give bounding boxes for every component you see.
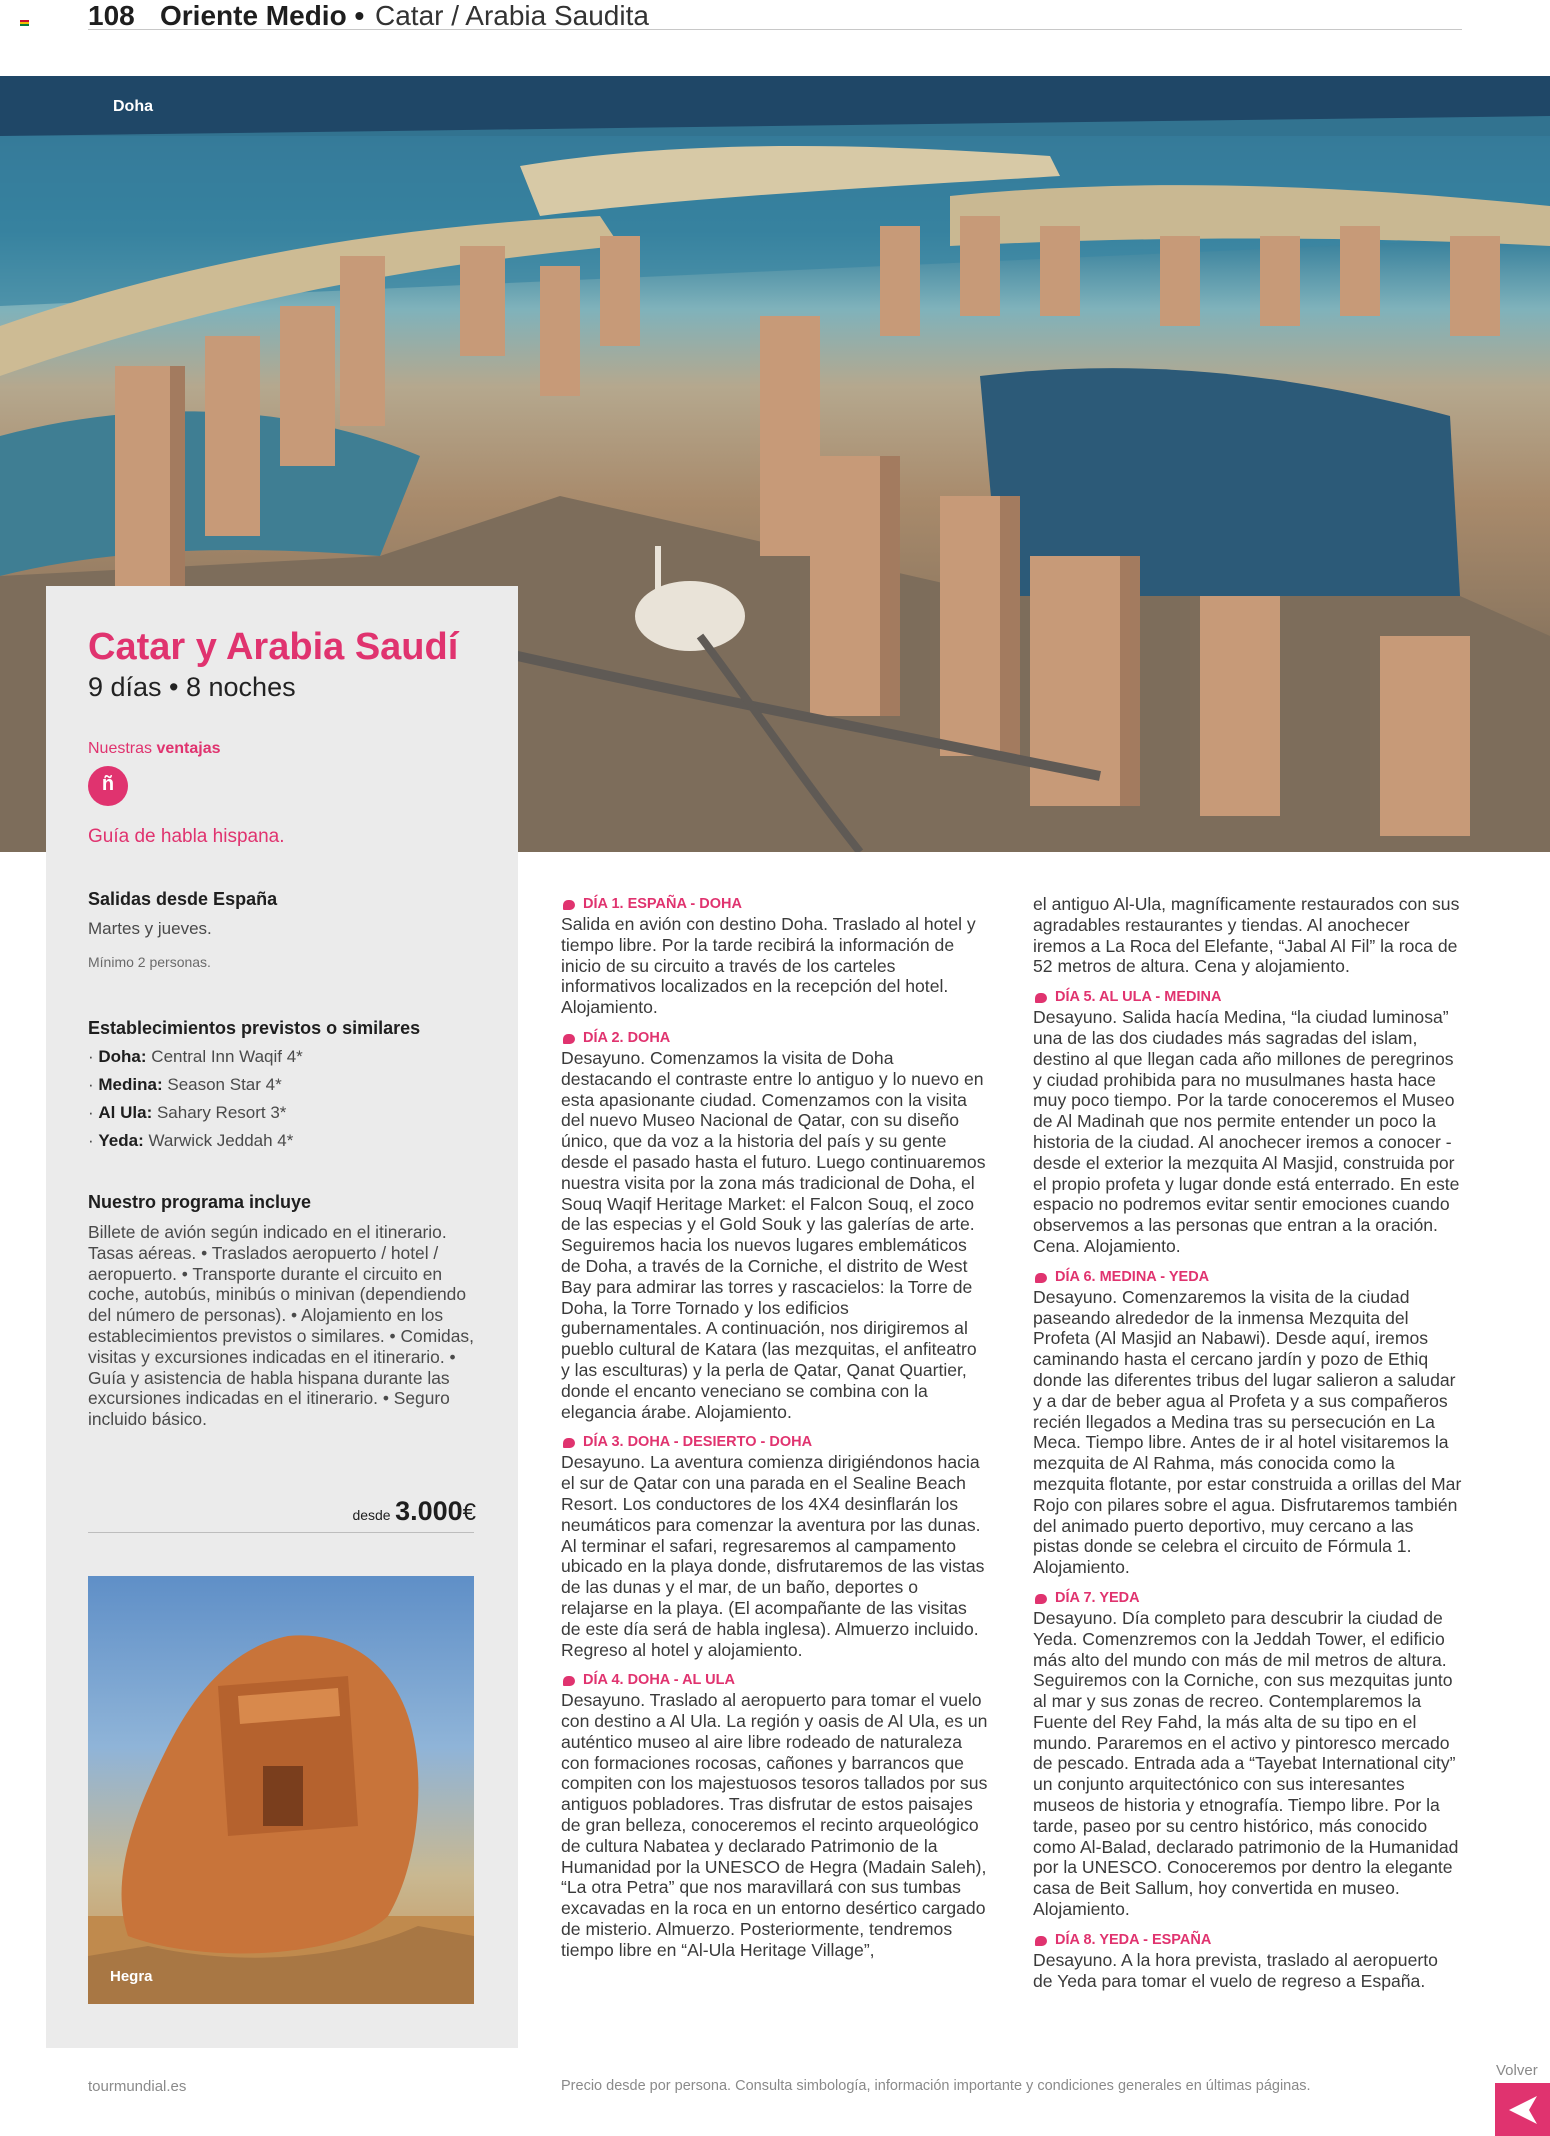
includes-text: Billete de avión según indicado en el itinerario. Tasas aéreas. • Traslados aeropuerto / hotel / aeropuerto. • Transporte durante el circuito en coche, autobús, minibús o minivan (dependiendo del número de personas). • Alojamiento en los establecimientos previstos o similares. • Comidas, visitas y excursiones indicadas en el itinerario. • Guía y asistencia de habla hispana durante las excursiones indicadas en el itinerario. • Seguro incluido básico. (88, 1222, 474, 1430)
day-title: DÍA 6. MEDINA - YEDA (1033, 1267, 1462, 1287)
day-text: Desayuno. Comenzamos la visita de Doha destacando el contraste entre lo antiguo y lo nuevo en esta apasionante ciudad. Comenzamos con la visita del nuevo Museo Nacional de Qatar, con su diseño único, que da voz a la historia del país y su gente desde el pasado hasta el futuro. Luego continuaremos nuestra visita por la zona más tradicional de Doha, el Souq Waqif Heritage Market: el Falcon Souq, el zoco de las especias y el Gold Souk y las galerías de arte. Seguiremos hacia los nuevos lugares emblemáticos de Doha, a través de la Corniche, el distrito de West Bay para admirar las torres y rascacielos: la Torre de Doha, la Torre Tornado y los edificios gubernamentales. A continuación, nos dirigiremos al pueblo cultural de Katara (las mezquitas, el anfiteatro y las esculturas) y la perla de Qatar, Qanat Quartier, donde el encanto veneciano se combina con la elegancia árabe. Alojamiento. (561, 1047, 986, 1422)
itinerary-day (561, 1432, 989, 1660)
day-text: Desayuno. A la hora prevista, traslado al aeropuerto de Yeda para tomar el vuelo de regreso a España. (1033, 1949, 1438, 1991)
tour-title: Catar y Arabia Saudí (88, 626, 459, 668)
page-header (88, 0, 1462, 30)
arrow-left-icon (1507, 2094, 1539, 2126)
hegra-caption: Hegra (110, 1968, 153, 1985)
advantage-text: Guía de habla hispana. (88, 826, 285, 847)
day-title: DÍA 7. YEDA (1033, 1588, 1462, 1608)
departures-text: Martes y jueves. (88, 919, 212, 938)
hotel-item: · Doha: Central Inn Waqif 4* (88, 1047, 303, 1066)
advantages-prefix: Nuestras (88, 740, 153, 757)
day-text: el antiguo Al-Ula, magníficamente restaurados con sus agradables restaurantes y tiendas. Al anochecer iremos a La Roca del Elefante, “Jabal Al Fil” la roca de 52 metros de altura. Cena y alojamiento. (1033, 894, 1460, 977)
advantages-label (88, 740, 221, 758)
price-currency: € (462, 1499, 476, 1526)
spanish-guide-icon (88, 766, 128, 806)
hotel-item: · Al Ula: Sahary Resort 3* (88, 1103, 287, 1122)
page-subtitle: Catar / Arabia Saudita (375, 0, 649, 31)
flag-icon (20, 20, 29, 27)
day-text: Desayuno. La aventura comienza dirigiéndonos hacia el sur de Qatar con una parada en el Sealine Beach Resort. Los conductores de los 4X4 desinflarán los neumáticos para comenzar la aventura por las dunas. Al terminar el safari, regresaremos al campamento ubicado en la playa donde, disfrutaremos de las vistas de las dunas y el mar, de un baño, deportes o relajarse en la playa. (El acompañante de las visitas de este día será de habla inglesa). Almuerzo incluido. Regreso al hotel y alojamiento. (561, 1452, 985, 1660)
day-title: DÍA 8. YEDA - ESPAÑA (1033, 1930, 1462, 1950)
day-title: DÍA 5. AL ULA - MEDINA (1033, 987, 1462, 1007)
back-button[interactable] (1495, 2083, 1550, 2136)
hotel-item: · Yeda: Warwick Jeddah 4* (88, 1131, 294, 1150)
hegra-illustration (88, 1576, 474, 2004)
itinerary-day-continued (1033, 894, 1462, 977)
page-number: 108 (88, 0, 135, 31)
itinerary-day (1033, 1588, 1462, 1920)
day-text: Desayuno. Traslado al aeropuerto para tomar el vuelo con destino a Al Ula. La región y oasis de Al Ula, es un auténtico museo al aire libre rodeado de naturaleza con formaciones rocosas, cañones y barrancos que compiten con los majestuosos tesoros tallados por sus antiguos pobladores. Tras disfrutar de estos paisajes de gran belleza, conoceremos el recinto arqueológico de cultura Nabatea y declarado Patrimonio de la Humanidad por la UNESCO de Hegra (Madain Saleh), “La otra Petra” que nos maravillará con sus tumbas excavadas en la roca en un entorno desértico cargado de misterio. Almuerzo. Posteriormente, tendremos tiempo libre en “Al-Ula Heritage Village”, (561, 1690, 988, 1960)
itinerary-day (1033, 1930, 1462, 1992)
day-text: Salida en avión con destino Doha. Traslado al hotel y tiempo libre. Por la tarde recibirá la información de inicio de su circuito a través de los carteles informativos localizados en la recepción del hotel. Alojamiento. (561, 914, 976, 1018)
hotels-heading: Establecimientos previstos o similares (88, 1018, 421, 1038)
itinerary-day (1033, 1267, 1462, 1578)
footer-site-link[interactable]: tourmundial.es (88, 2078, 187, 2095)
price (352, 1496, 476, 1527)
itinerary-column-1 (561, 894, 989, 1961)
itinerary-day (561, 1670, 989, 1960)
day-text: Desayuno. Día completo para descubrir la ciudad de Yeda. Comenzremos con la Jeddah Tower, el edificio más alto del mundo con más de mil metros de altura. Seguiremos con la Corniche, con sus mezquitas junto al mar y sus zonas de recreo. Contemplaremos la Fuente del Rey Fahd, la más alta de su tipo en el mundo. Pararemos en el activo y pintoresco mercado de pescado. Entrada ada a “Tayebat International city” un conjunto arquitectónico con sus interesantes museos de historia y etnografía. Tiempo libre. Por la tarde, paseo por su centro histórico, más conocido como Al-Balad, declarado patrimonio de la Humanidad por la UNESCO. Conoceremos por dentro la elegante casa de Beit Sallum, hoy convertida en museo. Alojamiento. (1033, 1607, 1459, 1920)
day-title: DÍA 2. DOHA (561, 1028, 989, 1048)
itinerary-day (561, 894, 989, 1018)
itinerary-column-2 (1033, 894, 1462, 1991)
departures-note: Mínimo 2 personas. (88, 954, 211, 970)
back-label[interactable]: Volver (1496, 2062, 1538, 2079)
summary-panel (46, 586, 518, 2048)
day-title: DÍA 4. DOHA - AL ULA (561, 1670, 989, 1690)
day-title: DÍA 3. DOHA - DESIERTO - DOHA (561, 1432, 989, 1452)
footer-note: Precio desde por persona. Consulta simbología, información importante y condiciones generales en últimas páginas. (561, 2078, 1311, 2094)
itinerary-day (1033, 987, 1462, 1257)
price-value: 3.000 (395, 1496, 463, 1526)
departures-heading: Salidas desde España (88, 889, 278, 909)
advantages-bold: ventajas (156, 740, 221, 757)
day-title: DÍA 1. ESPAÑA - DOHA (561, 894, 989, 914)
day-text: Desayuno. Salida hacía Medina, “la ciudad luminosa” una de las dos ciudades más sagradas del islam, destino al que llegan cada año millones de peregrinos y ciudad prohibida para no musulmanes hasta hace muy poco tiempo. Por la tarde conoceremos el Museo de Al Madinah que nos permite entender un poco la historia de la ciudad. Al anochecer iremos a conocer - desde el exterior la mezquita Al Masjid, construida por el propio profeta y lugar donde está enterrado. En este espacio no podremos evitar sentir emociones cuando observemos a las personas que entran a la oración. Cena. Alojamiento. (1033, 1007, 1460, 1256)
hero-caption: Doha (113, 98, 153, 115)
hotel-item: · Medina: Season Star 4* (88, 1075, 282, 1094)
price-prefix: desde (352, 1507, 391, 1523)
advantage-icon-glyph: ñ (101, 773, 115, 795)
includes-heading: Nuestro programa incluye (88, 1192, 312, 1212)
region-title: Oriente Medio • (160, 0, 365, 31)
hegra-photo (88, 1576, 474, 2004)
itinerary-day (561, 1028, 989, 1422)
day-text: Desayuno. Comenzaremos la visita de la ciudad paseando alrededor de la inmensa Mezquita del Profeta (Al Masjid an Nabawi). Desde aquí, iremos caminando hasta el cercano jardín y pozo de Ethiq donde las diferentes tribus del lugar salieron a saludar y a dar de beber agua al Profeta y a sus compañeros recién llegados a Medina tras su persecución en La Meca. Tiempo libre. Antes de ir al hotel visitaremos la mezquita de Al Rahma, más conocida como la mezquita flotante, por estar construida a orillas del Mar Rojo con pilares sobre el agua. Disfrutaremos también del animado puerto deportivo, muy cercano a las pistas donde se celebra el circuito de Fórmula 1. Alojamiento. (1033, 1286, 1462, 1578)
price-divider (88, 1532, 474, 1533)
tour-duration: 9 días • 8 noches (88, 672, 296, 702)
